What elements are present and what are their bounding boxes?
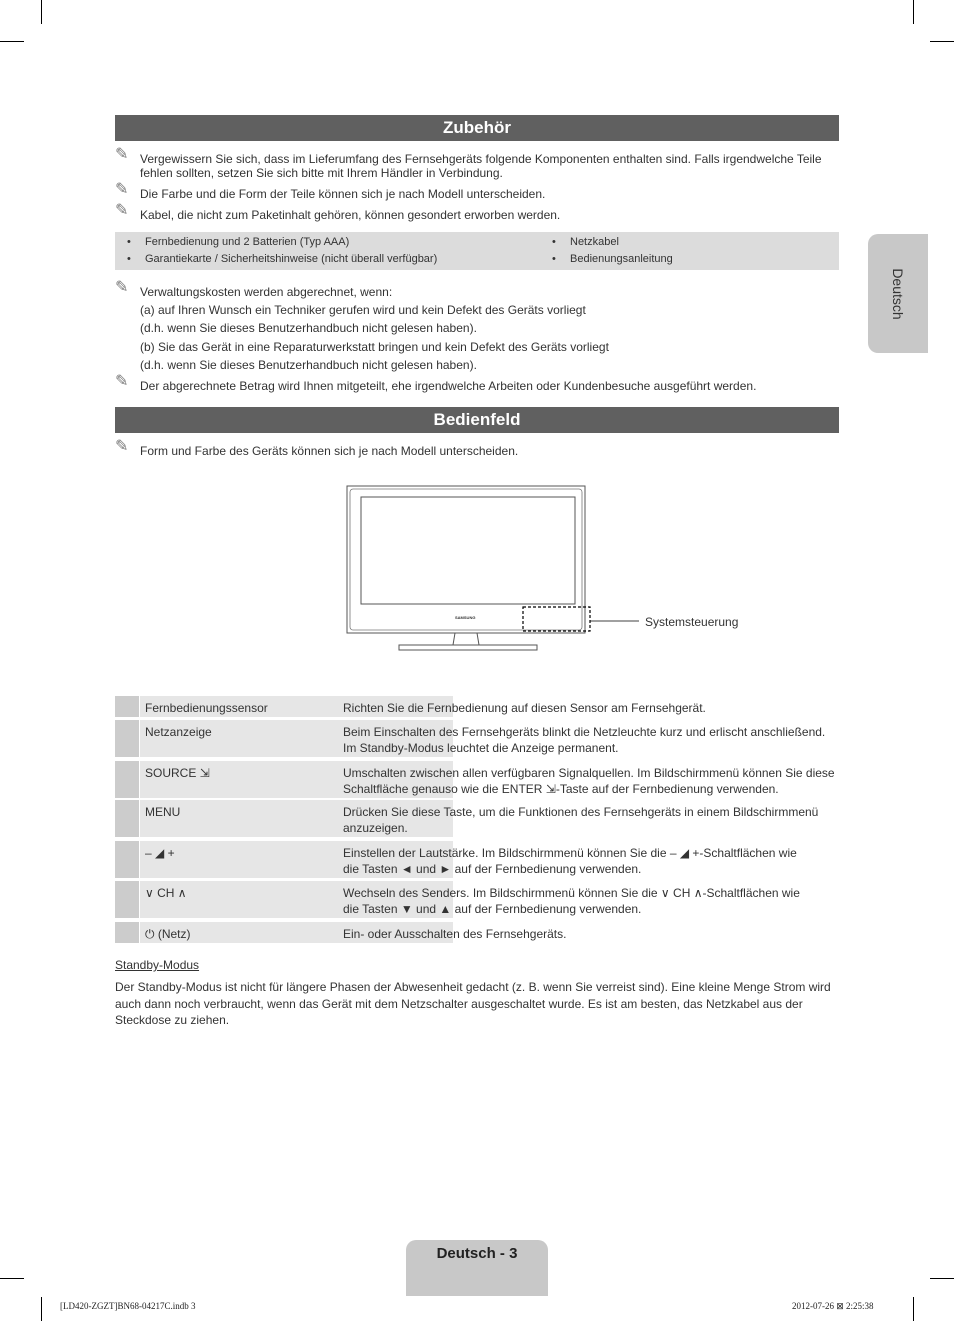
bullet-icon: • <box>127 253 131 265</box>
standby-heading: Standby-Modus <box>115 958 200 972</box>
bullet-icon: • <box>127 236 131 248</box>
pencil-icon: ✎ <box>115 146 129 163</box>
accessory-list: • Fernbedienung und 2 Batterien (Typ AAA) • Netzkabel • Garantiekarte / Sicherheitshinweise (nicht überall verfügbar) • Bedienungsanleitung <box>115 232 839 270</box>
callout-label: Systemsteuerung <box>645 615 739 629</box>
control-desc: Drücken Sie diese Taste, um die Funktionen des Fernsehgeräts in einem Bildschirmmenü anzuzeigen. <box>343 805 819 835</box>
crop-mark <box>0 1278 24 1279</box>
crop-mark <box>913 0 914 24</box>
table-row <box>115 922 839 943</box>
table-row <box>115 841 839 878</box>
language-tab <box>868 234 928 353</box>
note-2 <box>115 181 839 201</box>
crop-mark <box>930 1278 954 1279</box>
control-desc: Richten Sie die Fernbedienung auf diesen Sensor am Fernsehgerät. <box>343 701 706 715</box>
note-text: Kabel, die nicht zum Paketinhalt gehören, können gesondert erworben werden. <box>140 208 561 222</box>
note-bedienfeld: ✎ Form und Farbe des Geräts können sich je nach Modell unterscheiden. <box>115 438 519 458</box>
crop-mark <box>41 1297 42 1321</box>
pencil-icon: ✎ <box>115 373 129 390</box>
crop-mark <box>41 0 42 24</box>
footer-timestamp: 2012-07-26 ⊠ 2:25:38 <box>792 1301 874 1311</box>
standby-text: Der Standby-Modus ist nicht für längere Phasen der Abwesenheit gedacht (z. B. wenn Sie verreist sind). Eine kleine Menge Strom wird auch dann noch verbraucht, wenn das Gerät mit dem Netzschalter ausgeschaltet wurde. Es ist am besten, das Netzkabel aus der Steckdose zu ziehen. <box>115 980 831 1027</box>
control-desc: Einstellen der Lautstärke. Im Bildschirmmenü können Sie die – ◢ +-Schaltflächen wie die Tasten ◄ und ► auf der Fernbedienung verwenden. <box>343 846 797 876</box>
pencil-icon: ✎ <box>115 181 129 198</box>
control-desc: Umschalten zwischen allen verfügbaren Signalquellen. Im Bildschirmmenü können Sie diese Schaltfläche genauso wie die ENTER ⇲-Taste auf der Fernbedienung verwenden. <box>343 766 835 796</box>
crop-mark <box>913 1297 914 1321</box>
bullet-icon: • <box>552 253 556 265</box>
section-title-zubehoer: Zubehör <box>115 115 839 141</box>
control-desc: Wechseln des Senders. Im Bildschirmmenü können Sie die ∨ CH ∧-Schaltflächen wie die Tasten ▼ und ▲ auf der Fernbedienung verwenden. <box>343 886 800 916</box>
note-final: ✎ Der abgerechnete Betrag wird Ihnen mitgeteilt, ehe irgendwelche Arbeiten oder Kundenbesuche ausgeführt werden. <box>115 373 757 393</box>
pencil-icon: ✎ <box>115 438 129 455</box>
footer-file: [LD420-ZGZT]BN68-04217C.indb 3 <box>60 1301 196 1311</box>
table-row <box>115 696 839 717</box>
crop-mark <box>930 41 954 42</box>
pencil-icon: ✎ <box>115 279 129 296</box>
table-row <box>115 881 839 918</box>
control-name: ∨ CH ∧ <box>145 886 187 900</box>
pencil-icon: ✎ <box>115 202 129 219</box>
tv-logo: SAMSUNG <box>455 615 476 620</box>
control-name: – ◢ + <box>145 846 175 860</box>
page-number: Deutsch - 3 <box>406 1240 548 1296</box>
tv-illustration <box>340 480 640 660</box>
language-tab-label: Deutsch <box>890 267 906 320</box>
bullet-icon: • <box>552 236 556 248</box>
control-name: MENU <box>145 805 181 819</box>
section-title-bedienfeld: Bedienfeld <box>115 407 839 433</box>
cost-line: (d.h. wenn Sie dieses Benutzerhandbuch nicht gelesen haben). <box>140 358 477 372</box>
note-cost: ✎ Verwaltungskosten werden abgerechnet, wenn: <box>115 279 393 299</box>
note-text: Vergewissern Sie sich, dass im Lieferumfang des Fernsehgeräts folgende Komponenten enthalten sind. Falls irgendwelche Teile fehlen sollten, setzen Sie sich bitte mit Ihrem Händler in Verbindung. <box>140 152 822 180</box>
cost-line: (d.h. wenn Sie dieses Benutzerhandbuch nicht gelesen haben). <box>140 321 477 335</box>
control-desc: Beim Einschalten des Fernsehgeräts blinkt die Netzleuchte kurz und erlischt anschließend. Im Standby-Modus leuchtet die Anzeige permanent. <box>343 725 826 755</box>
table-row <box>115 800 839 837</box>
control-desc: Ein- oder Ausschalten des Fernsehgeräts. <box>343 927 567 941</box>
cost-line: (b) Sie das Gerät in eine Reparaturwerkstatt bringen und kein Defekt des Geräts vorliegt <box>140 340 609 354</box>
crop-mark <box>0 41 24 42</box>
control-name: SOURCE ⇲ <box>145 766 210 780</box>
control-name: Fernbedienungssensor <box>145 701 268 715</box>
table-row <box>115 720 839 757</box>
note-3 <box>115 202 839 222</box>
table-row <box>115 761 839 798</box>
control-name: ⏻ (Netz) <box>145 927 191 941</box>
control-name: Netzanzeige <box>145 725 212 739</box>
cost-line: (a) auf Ihren Wunsch ein Techniker gerufen wird und kein Defekt des Geräts vorliegt <box>140 303 586 317</box>
note-text: Die Farbe und die Form der Teile können sich je nach Modell unterscheiden. <box>140 187 546 201</box>
note-1 <box>115 146 839 180</box>
